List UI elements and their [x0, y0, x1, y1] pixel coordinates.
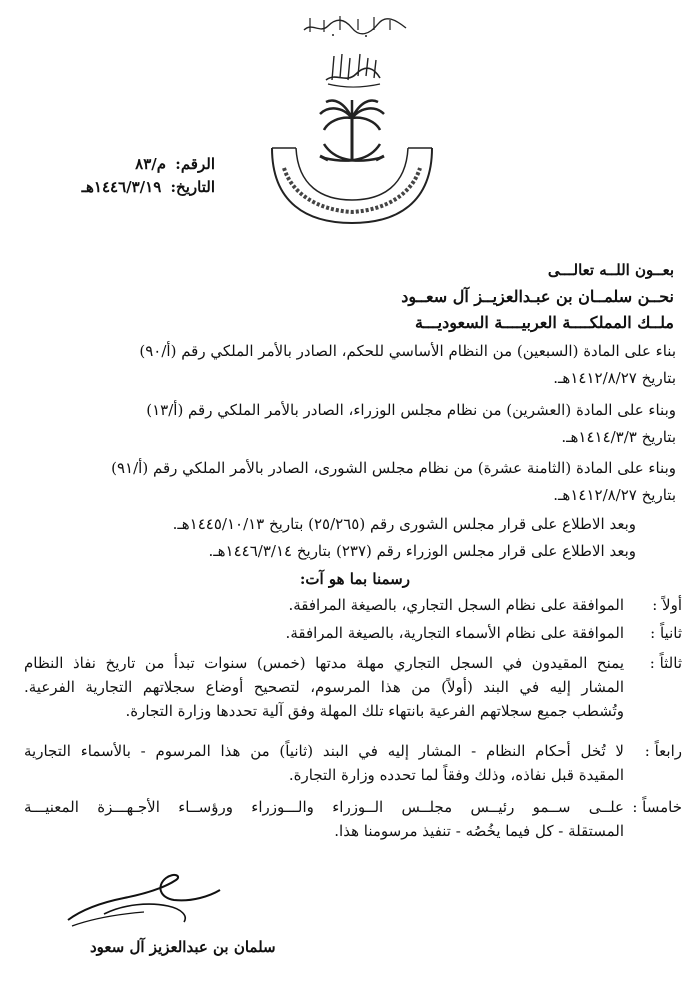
recital-2-date: بتاريخ ١٤١٤/٣/٣هـ.: [561, 428, 676, 446]
decree-date-label: التاريخ:: [170, 178, 215, 196]
recital-1-date: بتاريخ ١٤١٢/٨/٢٧هـ.: [553, 369, 676, 387]
article-5: [24, 795, 682, 843]
signatory-name: سلمان بن عبدالعزيز آل سعود: [90, 938, 276, 956]
article-4: [24, 739, 682, 787]
king-name: نحــن سلمــان بن عبـدالعزيــز آل سعــود: [401, 287, 674, 306]
decree-intro: رسمنا بما هو آت:: [299, 570, 410, 588]
decree-date-value: ١٤٤٦/٣/١٩هـ: [81, 178, 162, 196]
article-line: وتُشطب جميع سجلاتهم الفرعية بانتهاء تلك المهلة وفق آلية تحددها وزارة التجارة.: [125, 702, 624, 720]
invocation: بعــون اللــه تعالـــى: [547, 261, 674, 279]
article-line: الموافقة على نظام الأسماء التجارية، بالصيغة المرافقة.: [285, 624, 624, 642]
shahada-calligraphy: [322, 50, 384, 88]
article-line: يمنح المقيدون في السجل التجاري مهلة مدتها (خمس) سنوات تبدأ من تاريخ نفاذ النظام: [24, 654, 624, 672]
article-line: علــى ســمو رئيــس مجلــس الــوزراء والـــوزراء ورؤســاء الأجـهـــزة المعنيـــة: [24, 798, 624, 816]
article-number: ثالثاً :: [649, 654, 682, 672]
article-number: ثانياً :: [650, 624, 682, 642]
shura-review: وبعد الاطلاع على قرار مجلس الشورى رقم (٢٥/٢٦٥) بتاريخ ١٤٤٥/١٠/١٣هـ.: [172, 515, 636, 533]
article-number: خامساً :: [632, 798, 682, 816]
article-line: الموافقة على نظام السجل التجاري، بالصيغة المرافقة.: [288, 596, 624, 614]
recital-2: وبناء على المادة (العشرين) من نظام مجلس الوزراء، الصادر بالأمر الملكي رقم (أ/١٣): [146, 401, 676, 419]
decree-number: [40, 155, 215, 173]
king-title: ملــك المملكــــة العربيــــة السعوديـــة: [415, 313, 674, 332]
recital-3: وبناء على المادة (الثامنة عشرة) من نظام مجلس الشورى، الصادر بالأمر الملكي رقم (أ/٩١): [111, 459, 676, 477]
article-line: المشار إليه في البند (أولاً) من هذا المرسوم، لتصحيح أوضاع سجلاتهم التجارية الفرعية.: [24, 678, 624, 696]
article-number: رابعاً :: [644, 742, 682, 760]
article-line: المستقلة - كل فيما يخُصُه - تنفيذ مرسومنا هذا.: [334, 822, 624, 840]
article-number: أولاً :: [652, 596, 682, 614]
decree-number-label: الرقم:: [175, 155, 215, 173]
decree-number-value: م/٨٣: [135, 155, 167, 173]
basmala-calligraphy: [300, 10, 410, 40]
cabinet-review: وبعد الاطلاع على قرار مجلس الوزراء رقم (٢٣٧) بتاريخ ١٤٤٦/٣/١٤هـ.: [208, 542, 636, 560]
article-3: [24, 651, 682, 723]
article-line: المقيدة قبل نفاذه، وذلك وفقاً لما تحدده وزارة التجارة.: [288, 766, 624, 784]
decree-date: [40, 178, 215, 196]
recital-1: بناء على المادة (السبعين) من النظام الأساسي للحكم، الصادر بالأمر الملكي رقم (أ/٩٠): [139, 342, 676, 360]
recital-3-date: بتاريخ ١٤١٢/٨/٢٧هـ.: [553, 486, 676, 504]
article-1: [24, 593, 682, 617]
article-2: [24, 621, 682, 645]
article-line: لا تُخل أحكام النظام - المشار إليه في البند (ثانياً) من هذا المرسوم - بالأسماء التجارية: [24, 742, 624, 760]
handwritten-signature: [64, 868, 224, 932]
kingdom-emblem-icon: [262, 98, 442, 228]
